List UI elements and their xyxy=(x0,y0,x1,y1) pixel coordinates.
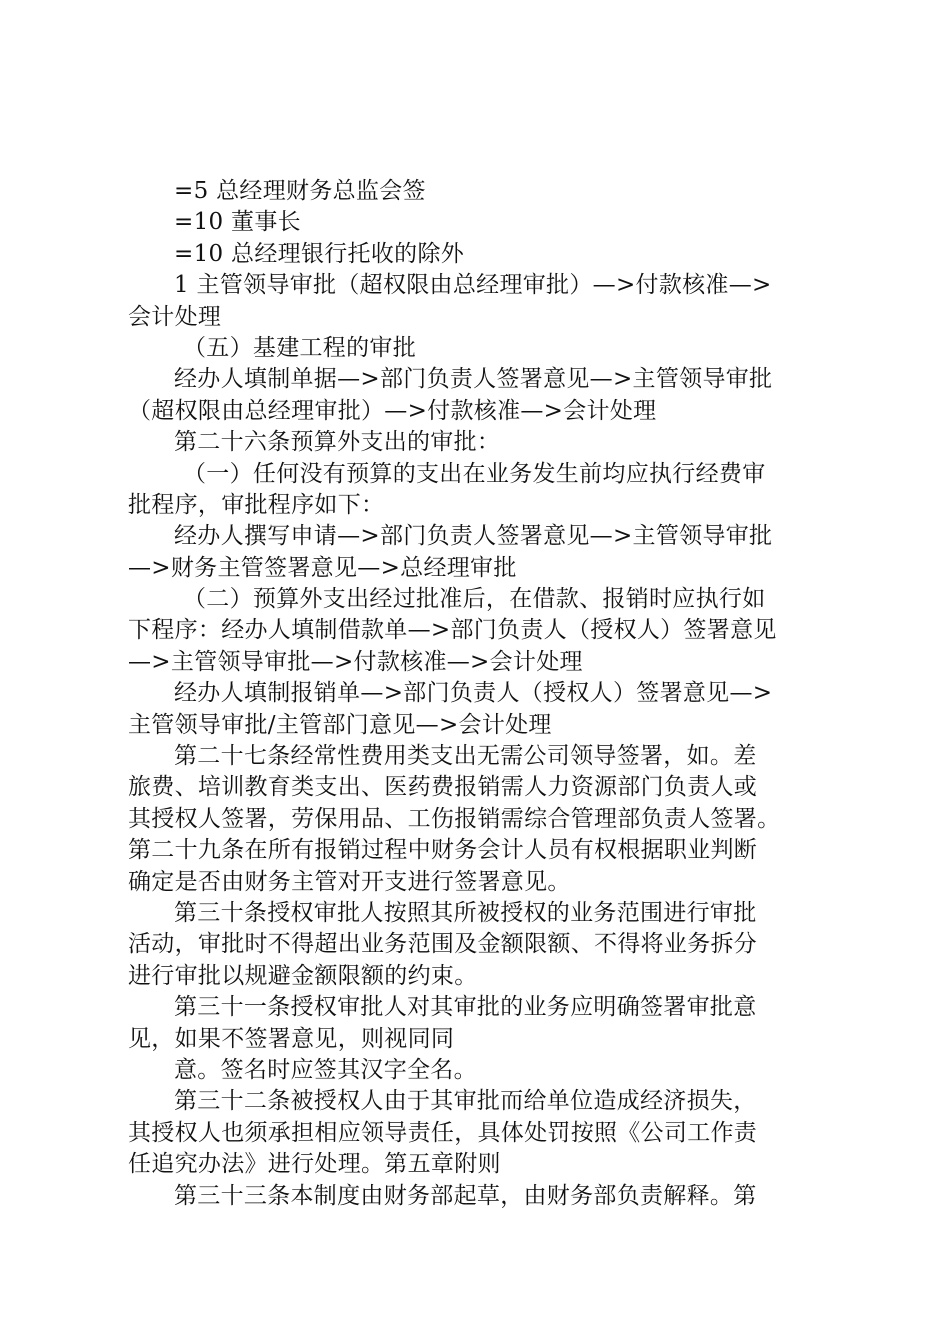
text-line: 1 主管领导审批（超权限由总经理审批）—>付款核准—> xyxy=(174,272,772,299)
article-heading: 第二十六条预算外支出的审批： xyxy=(174,429,501,456)
text-line: 任追究办法》进行处理。第五章附则 xyxy=(128,1151,501,1178)
text-line: 经办人填制报销单—>部门负责人（授权人）签署意见—> xyxy=(174,680,773,707)
text-line: 确定是否由财务主管对开支进行签署意见。 xyxy=(128,868,571,895)
text-line: =10 董事长 xyxy=(174,209,301,236)
text-line: 见，如果不签署意见，则视同同 xyxy=(128,1025,455,1052)
text-line: 第三十条授权审批人按照其所被授权的业务范围进行审批 xyxy=(174,899,757,926)
text-line: 进行审批以规避金额限额的约束。 xyxy=(128,962,478,989)
text-line: 活动，审批时不得超出业务范围及金额限额、不得将业务拆分 xyxy=(128,931,758,958)
text-line: 下程序：经办人填制借款单—>部门负责人（授权人）签署意见 xyxy=(128,617,777,644)
text-line: 旅费、培训教育类支出、医药费报销需人力资源部门负责人或 xyxy=(128,774,758,801)
text-line: 第三十二条被授权人由于其审批而给单位造成经济损失， xyxy=(174,1088,757,1115)
text-line: 第三十三条本制度由财务部起草，由财务部负责解释。第 xyxy=(174,1182,757,1209)
text-line: （二）预算外支出经过批准后，在借款、报销时应执行如 xyxy=(183,586,766,613)
text-line: （超权限由总经理审批）—>付款核准—>会计处理 xyxy=(128,397,657,424)
text-line: 经办人填制单据—>部门负责人签署意见—>主管领导审批 xyxy=(174,366,773,393)
text-line: 第二十七条经常性费用类支出无需公司领导签署，如。差 xyxy=(174,743,757,770)
text-line: 其授权人签署，劳保用品、工伤报销需综合管理部负责人签署。 xyxy=(128,805,781,832)
text-line: 其授权人也须承担相应领导责任，具体处罚按照《公司工作责 xyxy=(128,1119,758,1146)
text-line: 第二十九条在所有报销过程中财务会计人员有权根据职业判断 xyxy=(128,837,758,864)
text-line: 主管领导审批/主管部门意见—>会计处理 xyxy=(128,711,552,738)
text-line: =5 总经理财务总监会签 xyxy=(174,178,426,204)
text-line: 意。签名时应签其汉字全名。 xyxy=(174,1056,477,1083)
text-line: —>财务主管签署意见—>总经理审批 xyxy=(128,554,517,581)
text-line: 经办人撰写申请—>部门负责人签署意见—>主管领导审批 xyxy=(174,523,773,550)
text-line: —>主管领导审批—>付款核准—>会计处理 xyxy=(128,648,583,675)
text-line: =10 总经理银行托收的除外 xyxy=(174,240,465,267)
text-line: 第三十一条授权审批人对其审批的业务应明确签署审批意 xyxy=(174,994,757,1021)
text-line: 批程序，审批程序如下： xyxy=(128,491,385,518)
text-line: 会计处理 xyxy=(128,303,222,330)
section-heading: （五）基建工程的审批 xyxy=(183,334,416,361)
text-line: （一）任何没有预算的支出在业务发生前均应执行经费审 xyxy=(183,460,766,487)
document-body xyxy=(128,176,840,1212)
